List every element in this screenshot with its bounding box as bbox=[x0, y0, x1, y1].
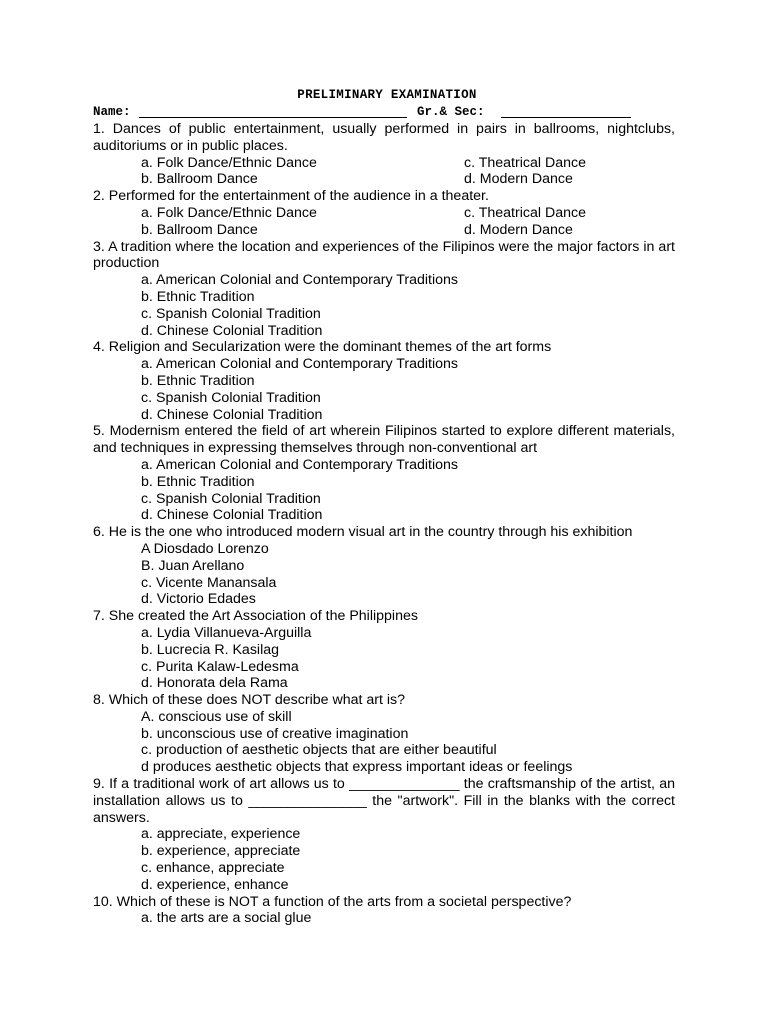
choice-a: a. American Colonial and Contemporary Traditions bbox=[141, 456, 459, 473]
choice-a: a. American Colonial and Contemporary Traditions bbox=[141, 272, 459, 289]
choice-d: d. Chinese Colonial Tradition bbox=[141, 406, 323, 423]
question-text: 10. Which of these is NOT a function of the arts from a societal perspective? bbox=[93, 893, 572, 910]
choice-c: c. enhance, appreciate bbox=[141, 860, 285, 877]
question-6 bbox=[93, 524, 675, 608]
choice-d: d. Chinese Colonial Tradition bbox=[141, 322, 323, 339]
name-label: Name: bbox=[93, 105, 131, 119]
choice-c: c. Spanish Colonial Tradition bbox=[141, 305, 321, 322]
choice-d: d. Modern Dance bbox=[464, 221, 573, 238]
choice-a: a. Folk Dance/Ethnic Dance bbox=[141, 204, 317, 221]
question-text: 7. She created the Art Association of the Philippines bbox=[93, 608, 418, 625]
section-blank[interactable] bbox=[501, 117, 631, 118]
question-text: 8. Which of these does NOT describe what art is? bbox=[93, 692, 406, 709]
question-text: 9. If a traditional work of art allows us to ______________ the craftsmanship of the artist, an installation allows us to _______________ the "artwork". Fill in the blanks with the correct answers. bbox=[93, 776, 675, 826]
question-8 bbox=[93, 692, 675, 776]
choice-b: b. experience, appreciate bbox=[141, 843, 301, 860]
choice-a: A Diosdado Lorenzo bbox=[141, 540, 269, 557]
choice-b: b. Ballroom Dance bbox=[141, 221, 258, 238]
choice-b: b. Ethnic Tradition bbox=[141, 288, 255, 305]
question-text: 1. Dances of public entertainment, usually performed in pairs in ballrooms, nightclubs, auditoriums or in public places. bbox=[93, 121, 675, 154]
question-text: 3. A tradition where the location and experiences of the Filipinos were the major factors in art production bbox=[93, 238, 675, 272]
question-7 bbox=[93, 608, 675, 692]
exam-title: PRELIMINARY EXAMINATION bbox=[297, 88, 477, 102]
question-10 bbox=[93, 894, 675, 928]
choice-a: a. Lydia Villanueva-Arguilla bbox=[141, 624, 312, 641]
question-1 bbox=[93, 121, 675, 188]
choice-a: A. conscious use of skill bbox=[141, 708, 292, 725]
student-info-row bbox=[93, 103, 675, 121]
choice-d: d. Chinese Colonial Tradition bbox=[141, 507, 323, 524]
choice-a: a. appreciate, experience bbox=[141, 826, 301, 843]
choice-a: a. American Colonial and Contemporary Traditions bbox=[141, 356, 459, 373]
choice-c: c. Vicente Manansala bbox=[141, 574, 277, 591]
choice-d: d. Victorio Edades bbox=[141, 591, 256, 608]
choice-c: c. Purita Kalaw-Ledesma bbox=[141, 658, 299, 675]
question-text: 4. Religion and Secularization were the dominant themes of the art forms bbox=[93, 339, 552, 356]
choice-c: c. Spanish Colonial Tradition bbox=[141, 490, 321, 507]
question-4 bbox=[93, 339, 675, 423]
name-blank[interactable] bbox=[139, 117, 407, 118]
section-label: Gr.& Sec: bbox=[417, 105, 485, 119]
question-2 bbox=[93, 188, 675, 238]
choice-b: b. Ballroom Dance bbox=[141, 171, 258, 188]
choice-a: a. Folk Dance/Ethnic Dance bbox=[141, 154, 317, 171]
choice-b: b. unconscious use of creative imagination bbox=[141, 725, 409, 742]
question-3 bbox=[93, 239, 675, 340]
question-text: 2. Performed for the entertainment of the audience in a theater. bbox=[93, 188, 489, 205]
exam-page bbox=[93, 87, 675, 927]
choice-b: b. Lucrecia R. Kasilag bbox=[141, 641, 280, 658]
choice-d: d. Honorata dela Rama bbox=[141, 675, 288, 692]
choice-c: c. production of aesthetic objects that are either beautiful bbox=[141, 742, 497, 759]
choice-b: b. Ethnic Tradition bbox=[141, 372, 255, 389]
choice-c: c. Theatrical Dance bbox=[464, 204, 586, 221]
choice-d: d produces aesthetic objects that express important ideas or feelings bbox=[141, 759, 573, 776]
choice-a: a. the arts are a social glue bbox=[141, 910, 312, 927]
choice-c: c. Theatrical Dance bbox=[464, 154, 586, 171]
question-text: 5. Modernism entered the field of art wherein Filipinos started to explore different materials, and techniques in expressing themselves through non-conventional art bbox=[93, 423, 675, 457]
question-9 bbox=[93, 776, 675, 894]
question-text: 6. He is the one who introduced modern visual art in the country through his exhibition bbox=[93, 524, 633, 541]
choice-d: d. Modern Dance bbox=[464, 171, 573, 188]
choice-b: b. Ethnic Tradition bbox=[141, 473, 255, 490]
choice-b: B. Juan Arellano bbox=[141, 557, 245, 574]
question-5 bbox=[93, 423, 675, 524]
choice-d: d. experience, enhance bbox=[141, 876, 289, 893]
choice-c: c. Spanish Colonial Tradition bbox=[141, 389, 321, 406]
